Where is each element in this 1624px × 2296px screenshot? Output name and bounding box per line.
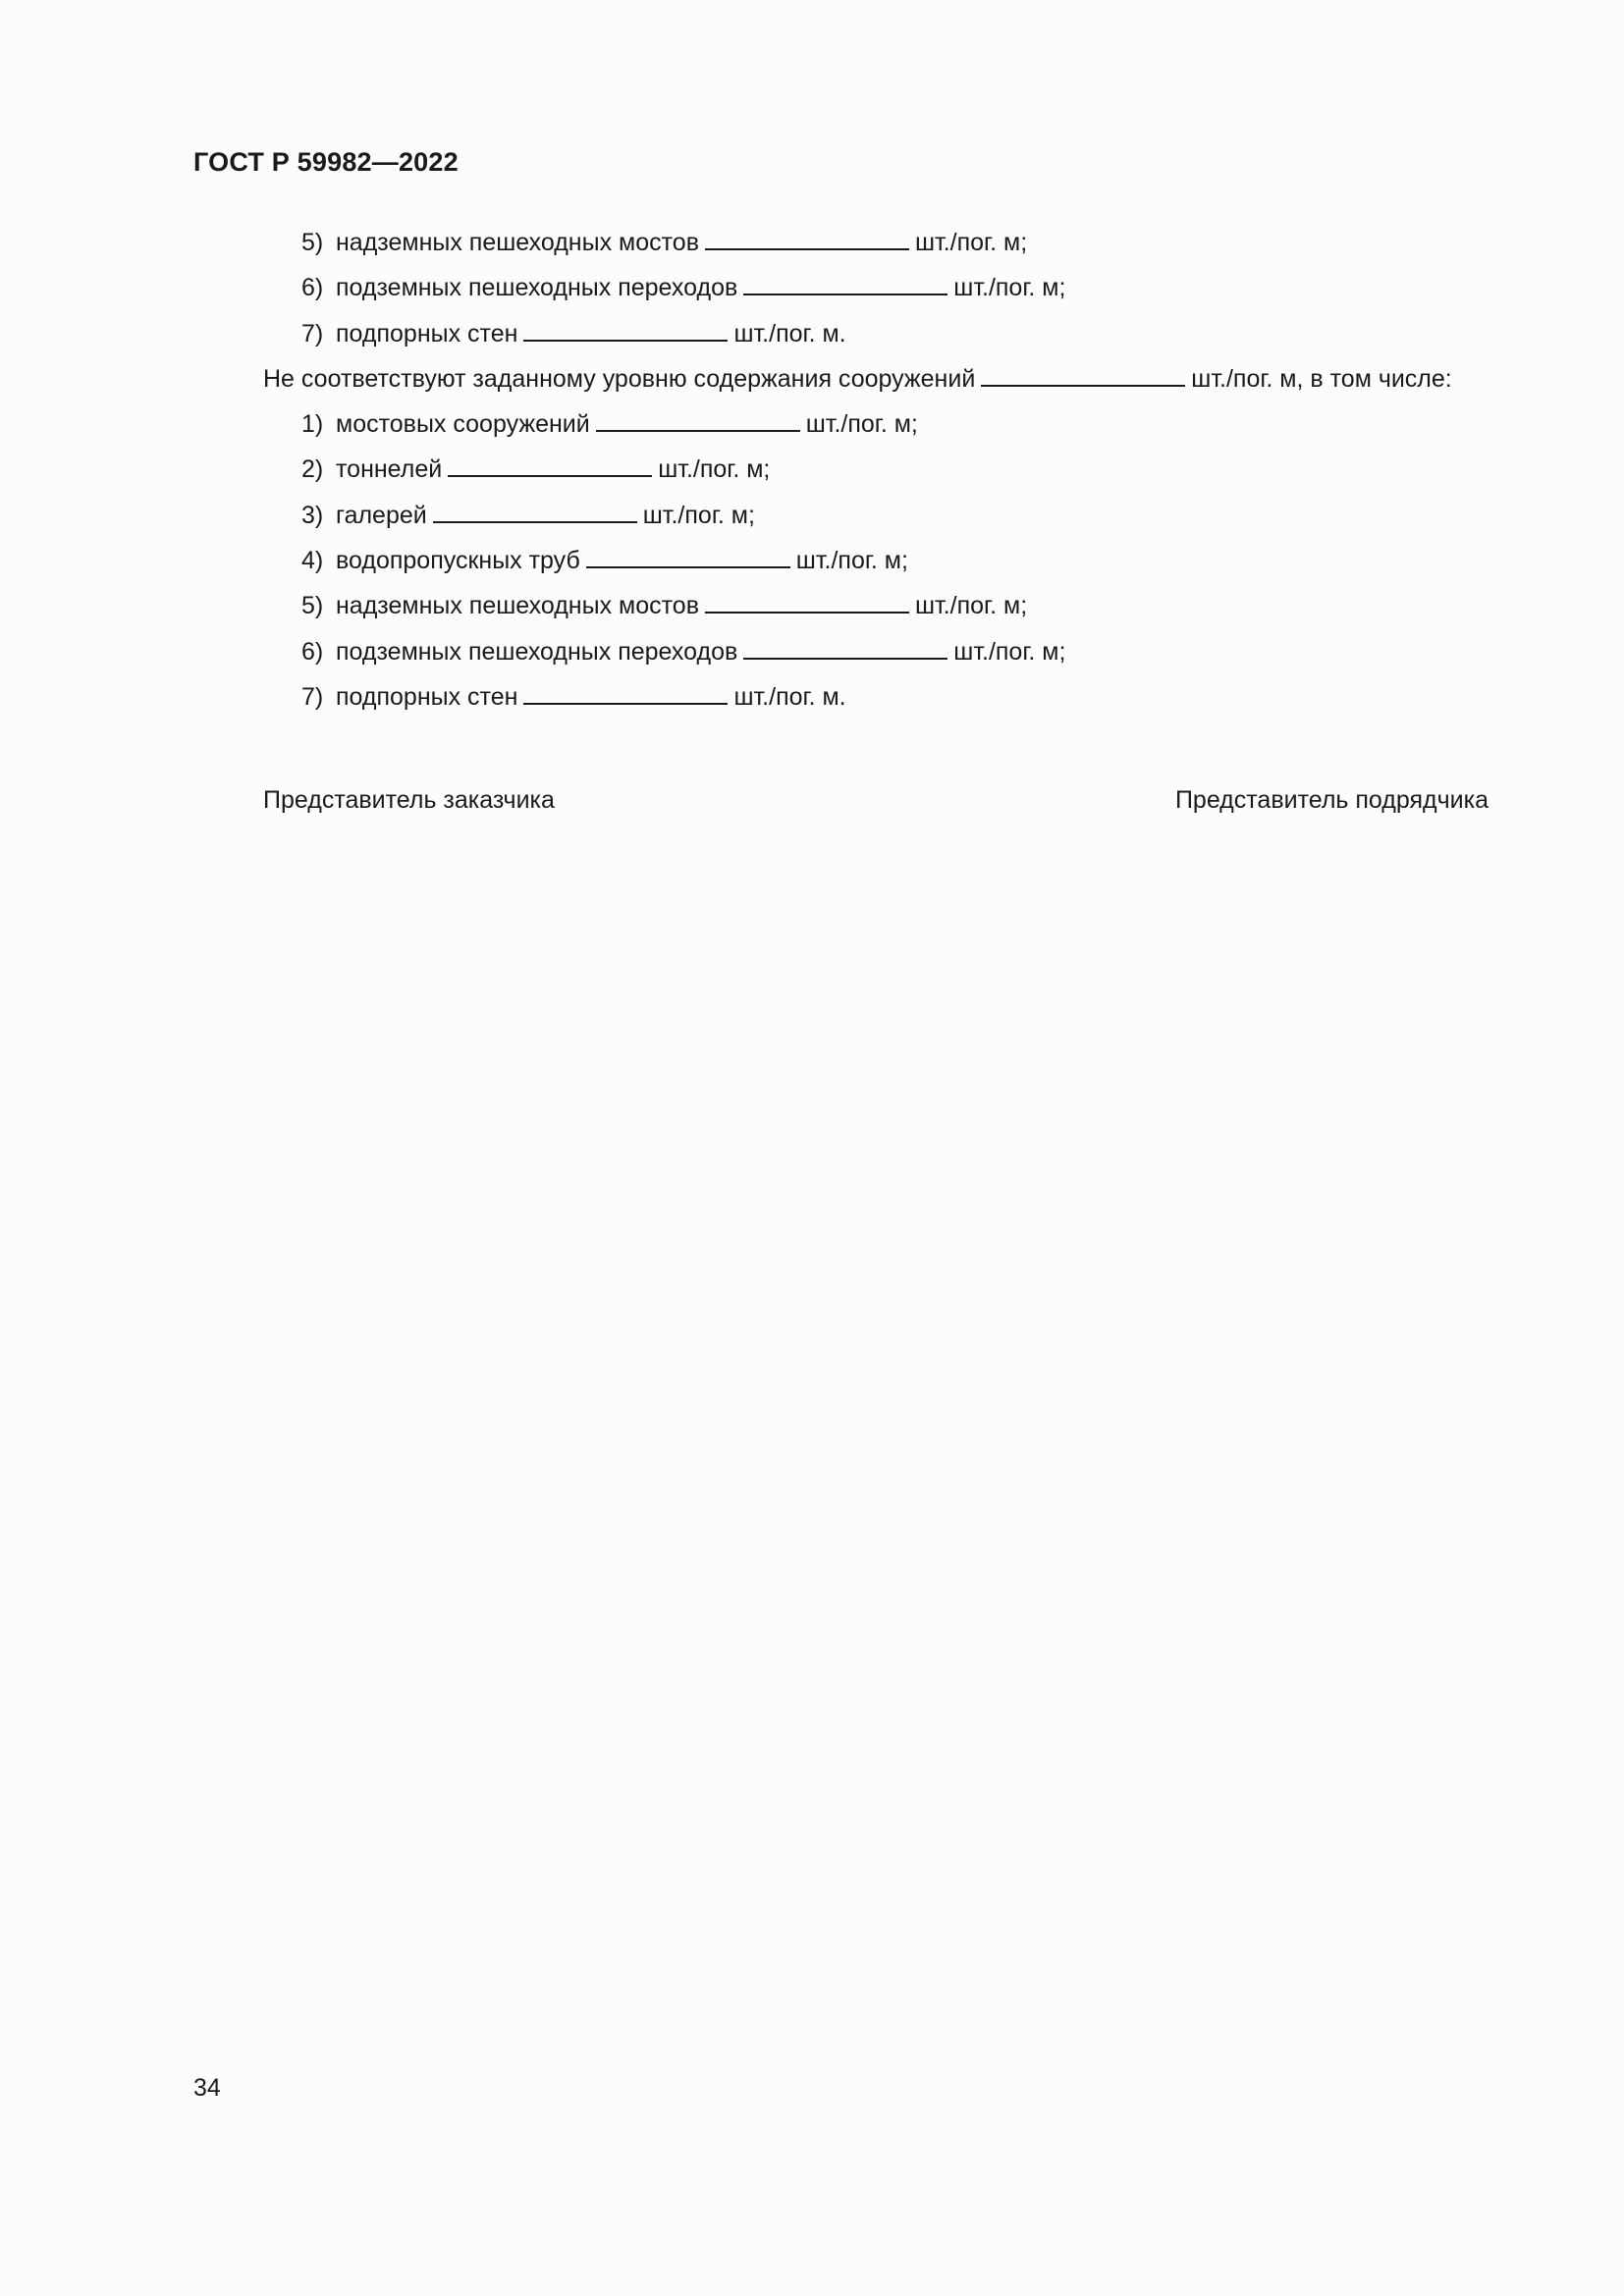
list-item-unit: шт./пог. м. — [733, 683, 846, 711]
list-item — [301, 590, 1027, 620]
fill-in-blank[interactable] — [586, 545, 790, 568]
list-item — [301, 227, 1027, 257]
list-item-label: надземных пешеходных мостов — [336, 229, 699, 256]
contractor-representative-label: Представитель подрядчика — [1174, 786, 1489, 814]
list-item-unit: шт./пог. м; — [953, 638, 1066, 666]
list-item — [301, 500, 755, 530]
fill-in-blank[interactable] — [523, 681, 728, 705]
list-item-unit: шт./пог. м. — [733, 320, 846, 347]
fill-in-blank[interactable] — [523, 318, 728, 342]
list-item-unit: шт./пог. м; — [795, 547, 908, 574]
intro-text: Не соответствуют заданному уровню содержания сооружений — [263, 365, 976, 393]
list-item-label: подпорных стен — [336, 683, 518, 711]
list-item-unit: шт./пог. м; — [658, 455, 771, 483]
list-item-unit: шт./пог. м; — [914, 229, 1028, 256]
list-item-number: 1) — [301, 410, 324, 438]
list-item-unit: шт./пог. м; — [914, 592, 1028, 619]
list-item-number: 4) — [301, 547, 324, 574]
list-item-number: 7) — [301, 683, 324, 711]
list-item — [301, 636, 1065, 667]
list-item-number: 3) — [301, 502, 324, 529]
list-item — [301, 318, 846, 348]
list-item-number: 6) — [301, 638, 324, 666]
list-item-label: галерей — [336, 502, 427, 529]
fill-in-blank[interactable] — [743, 636, 947, 660]
list-item-label: подземных пешеходных переходов — [336, 638, 738, 666]
list-item-label: подпорных стен — [336, 320, 518, 347]
list-item-unit: шт./пог. м; — [642, 502, 755, 529]
list-item — [301, 681, 846, 712]
list-item-unit: шт./пог. м; — [805, 410, 918, 438]
list-item-number: 5) — [301, 592, 324, 619]
list-item-label: мостовых сооружений — [336, 410, 590, 438]
fill-in-blank[interactable] — [705, 227, 909, 250]
fill-in-blank[interactable] — [448, 454, 652, 477]
fill-in-blank[interactable] — [743, 272, 947, 295]
fill-in-blank[interactable] — [433, 500, 637, 523]
list-item-number: 5) — [301, 229, 324, 256]
fill-in-blank[interactable] — [981, 363, 1185, 387]
fill-in-blank[interactable] — [705, 590, 909, 614]
non-compliance-intro — [263, 363, 1452, 394]
list-item-label: подземных пешеходных переходов — [336, 274, 738, 301]
fill-in-blank[interactable] — [596, 408, 800, 432]
list-item — [301, 272, 1065, 302]
list-item — [301, 454, 770, 484]
list-item-number: 6) — [301, 274, 324, 301]
customer-representative-label: Представитель заказчика — [263, 786, 555, 814]
list-item-label: водопропускных труб — [336, 547, 580, 574]
intro-unit: шт./пог. м, в том числе: — [1191, 365, 1452, 393]
list-item — [301, 545, 908, 575]
page-number: 34 — [193, 2074, 221, 2102]
list-item-number: 7) — [301, 320, 324, 347]
list-item-number: 2) — [301, 455, 324, 483]
list-item-label: тоннелей — [336, 455, 443, 483]
list-item-unit: шт./пог. м; — [953, 274, 1066, 301]
list-item-label: надземных пешеходных мостов — [336, 592, 699, 619]
document-code-header: ГОСТ Р 59982—2022 — [193, 147, 459, 177]
list-item — [301, 408, 918, 439]
